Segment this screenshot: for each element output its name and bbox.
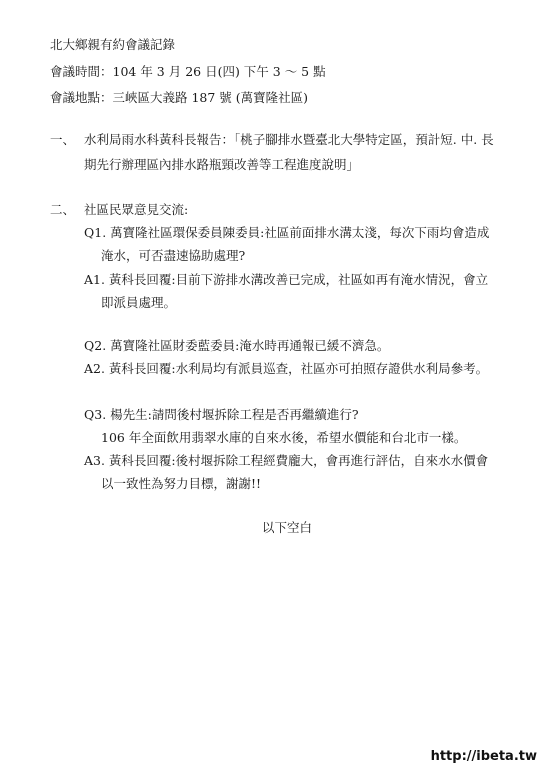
q1-line2: 淹水，可否盡速協助處理? xyxy=(101,248,246,263)
q3-line1: Q3. 楊先生:請問後村堰拆除工程是否再繼續進行? xyxy=(84,407,359,422)
section2-number: 二、 xyxy=(50,202,76,217)
section1-number: 一、 xyxy=(50,132,76,147)
q3-line2: 106 年全面飲用翡翠水庫的自來水後，希望水價能和台北市一樣。 xyxy=(101,430,467,445)
meeting-location: 會議地點：三峽區大義路 187 號 (萬寶隆社區) xyxy=(50,90,309,105)
document-title: 北大鄉親有約會議記錄 xyxy=(50,37,176,52)
q1-line1: Q1. 萬寶隆社區環保委員陳委員:社區前面排水溝太淺，每次下雨均會造成 xyxy=(84,225,490,240)
a1-line2: 即派員處理。 xyxy=(101,295,177,310)
meeting-time: 會議時間：104 年 3 月 26 日(四) 下午 3 ～ 5 點 xyxy=(50,64,326,79)
section1-line2: 期先行辦理區內排水路瓶頸改善等工程進度說明」 xyxy=(84,157,360,172)
watermark: http://ibeta.tw xyxy=(430,749,537,764)
section2-title: 社區民眾意見交流: xyxy=(84,202,189,217)
section1-line1: 水利局雨水科黃科長報告：「桃子腳排水暨臺北大學特定區，預計短. 中. 長 xyxy=(84,132,494,147)
a2: A2. 黃科長回覆:水利局均有派員巡查，社區亦可拍照存證供水利局參考。 xyxy=(84,361,489,376)
a3-line2: 以一致性為努力目標，謝謝!! xyxy=(101,476,262,491)
a1-line1: A1. 黃科長回覆:目前下游排水溝改善已完成，社區如再有淹水情況，會立 xyxy=(84,272,489,287)
q2: Q2. 萬寶隆社區財委藍委員:淹水時再通報已緩不濟急。 xyxy=(84,338,390,353)
a3-line1: A3. 黃科長回覆:後村堰拆除工程經費龐大，會再進行評估，自來水水價會 xyxy=(84,453,489,468)
blank-note: 以下空白 xyxy=(262,520,313,535)
